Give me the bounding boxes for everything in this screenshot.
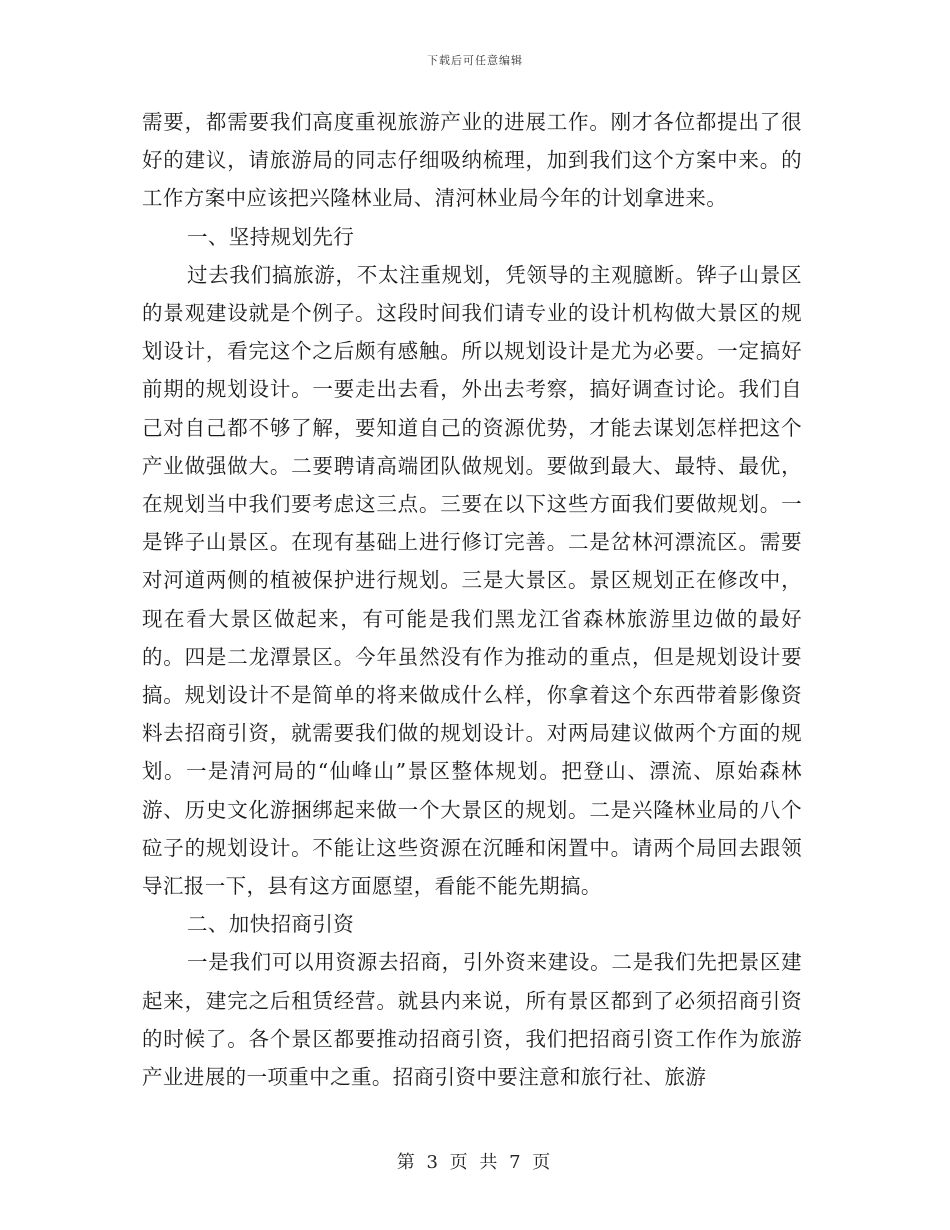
section-heading-planning: 一、坚持规划先行 (187, 224, 355, 249)
section-heading-investment: 二、加快招商引资 (187, 912, 355, 937)
page-number-footer: 第 3 页 共 7 页 (396, 1152, 554, 1173)
page-header-note: 下载后可任意编辑 (427, 54, 523, 67)
paragraph-investment: 一是我们可以用资源去招商，引外资来建设。二是我们先把景区建起来，建完之后租赁经营。就县内来说，所有景区都到了必须招商引资的时候了。各个景区都要推动招商引资，我们把招商引资工作作为旅游产业进展的一项重中之重。招商引资中要注意和旅行社、旅游 (142, 950, 802, 1090)
document-body (142, 103, 802, 1096)
paragraph-planning: 过去我们搞旅游，不太注重规划，凭领导的主观臆断。铧子山景区的景观建设就是个例子。这段时间我们请专业的设计机构做大景区的规划设计，看完这个之后颇有感触。所以规划设计是尤为必要。一定搞好前期的规划设计。一要走出去看，外出去考察，搞好调查讨论。我们自己对自己都不够了解，要知道自己的资源优势，才能去谋划怎样把这个产业做强做大。二要聘请高端团队做规划。要做到最大、最特、最优，在规划当中我们要考虑这三点。三要在以下这些方面我们要做规划。一是铧子山景区。在现有基础上进行修订完善。二是岔林河漂流区。需要对河道两侧的植被保护进行规划。三是大景区。景区规划正在修改中，现在看大景区做起来，有可能是我们黑龙江省森林旅游里边做的最好的。四是二龙潭景区。今年虽然没有作为推动的重点，但是规划设计要搞。规划设计不是简单的将来做成什么样，你拿着这个东西带着影像资料去招商引资，就需要我们做的规划设计。对两局建议做两个方面的规划。一是清河局的“仙峰山”景区整体规划。把登山、漂流、原始森林游、历史文化游捆绑起来做一个大景区的规划。二是兴隆林业局的八个砬子的规划设计。不能让这些资源在沉睡和闲置中。请两个局回去跟领导汇报一下，县有这方面愿望，看能不能先期搞。 (142, 262, 802, 899)
paragraph-continuation: 需要，都需要我们高度重视旅游产业的进展工作。刚才各位都提出了很好的建议，请旅游局的同志仔细吸纳梳理，加到我们这个方案中来。的工作方案中应该把兴隆林业局、清河林业局今年的计划拿进来。 (142, 110, 802, 211)
